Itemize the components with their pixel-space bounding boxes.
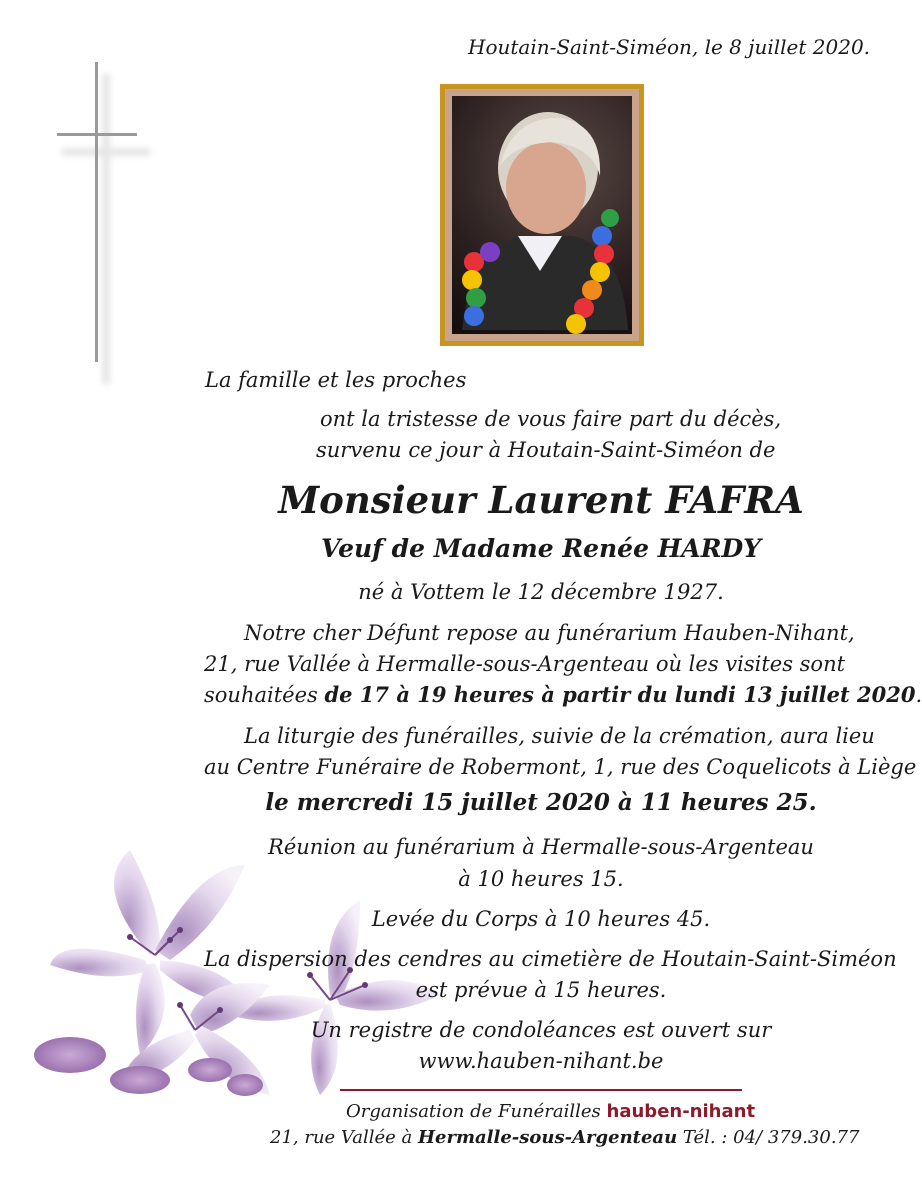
meeting-line-2: à 10 heures 15. bbox=[458, 867, 624, 891]
place-date: Houtain-Saint-Siméon, le 8 juillet 2020. bbox=[468, 35, 871, 59]
dispersion-line-1: La dispersion des cendres au cimetière de Houtain-Saint-Siméon bbox=[204, 947, 897, 971]
cross-icon-bar bbox=[57, 133, 137, 136]
portrait-frame bbox=[440, 84, 644, 346]
footer-organisation: Organisation de Funérailles hauben-nihant bbox=[346, 1101, 756, 1122]
liturgy-line-2: au Centre Funéraire de Robermont, 1, rue des Coquelicots à Liège bbox=[204, 755, 917, 779]
announcement-intro: La famille et les proches bbox=[205, 368, 467, 392]
levee-time: Levée du Corps à 10 heures 45. bbox=[371, 907, 711, 931]
deceased-name: Monsieur Laurent FAFRA bbox=[278, 478, 804, 522]
announcement-line-2: survenu ce jour à Houtain-Saint-Siméon de bbox=[316, 438, 776, 462]
footer-divider bbox=[340, 1089, 742, 1091]
dispersion-line-2: est prévue à 15 heures. bbox=[415, 978, 667, 1002]
meeting-line-1: Réunion au funérarium à Hermalle-sous-Argenteau bbox=[268, 835, 814, 859]
cross-shadow-vertical bbox=[102, 74, 110, 384]
footer-address: 21, rue Vallée à Hermalle-sous-Argenteau Tél. : 04/ 379.30.77 bbox=[270, 1127, 860, 1148]
liturgy-line-1: La liturgie des funérailles, suivie de la crémation, aura lieu bbox=[244, 724, 875, 748]
rest-line-3: souhaitées de 17 à 19 heures à partir du lundi 13 juillet 2020. bbox=[204, 682, 922, 707]
registry-url[interactable]: www.hauben-nihant.be bbox=[418, 1049, 664, 1073]
liturgy-date: le mercredi 15 juillet 2020 à 11 heures 25. bbox=[265, 789, 817, 816]
registry-line: Un registre de condoléances est ouvert sur bbox=[310, 1018, 772, 1042]
visit-hours: de 17 à 19 heures à partir du lundi 13 juillet 2020 bbox=[324, 682, 916, 707]
deceased-spouse: Veuf de Madame Renée HARDY bbox=[320, 534, 762, 563]
deceased-birth: né à Vottem le 12 décembre 1927. bbox=[358, 580, 724, 604]
brand-logo-text: hauben-nihant bbox=[606, 1101, 756, 1122]
rest-line-2: 21, rue Vallée à Hermalle-sous-Argenteau où les visites sont bbox=[204, 652, 846, 676]
portrait-photo bbox=[452, 96, 632, 334]
rest-line-1: Notre cher Défunt repose au funérarium Hauben-Nihant, bbox=[244, 621, 855, 645]
cross-icon bbox=[95, 62, 98, 362]
announcement-line-1: ont la tristesse de vous faire part du décès, bbox=[320, 407, 782, 431]
cross-shadow-horizontal bbox=[62, 148, 150, 156]
